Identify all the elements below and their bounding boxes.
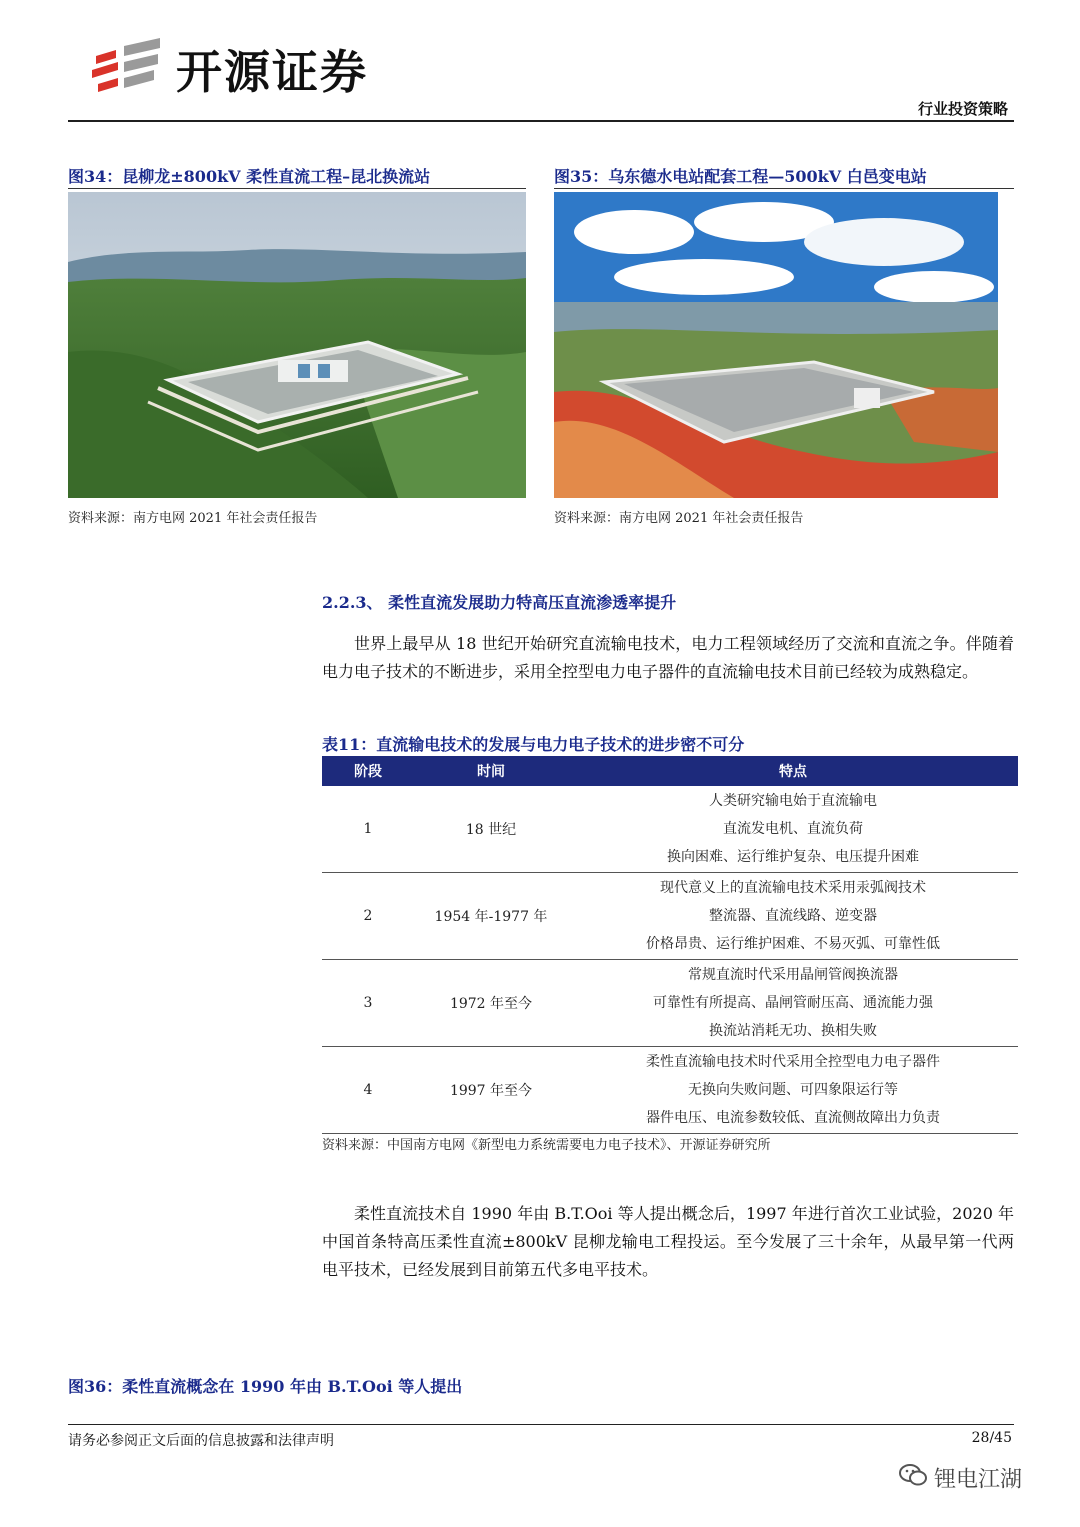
- feature-line: 换流站消耗无功、换相失败: [709, 1023, 877, 1039]
- section-title: 2.2.3、 柔性直流发展助力特高压直流渗透率提升: [322, 593, 677, 612]
- watermark: [898, 1462, 1022, 1494]
- table-row: [322, 786, 1018, 873]
- table-11-source: 资料来源：中国南方电网《新型电力系统需要电力电子技术》、开源证券研究所: [322, 1138, 771, 1153]
- company-name: 开源证券: [176, 45, 368, 99]
- header-time: 时间: [414, 756, 568, 786]
- features-cell: [568, 786, 1018, 873]
- stage-cell: 3: [322, 960, 414, 1047]
- section-paragraph-1: 世界上最早从 18 世纪开始研究直流输电技术，电力工程领域经历了交流和直流之争。伴随着电力电子技术的不断进步，采用全控型电力电子器件的直流输电技术目前已经较为成熟稳定。: [322, 634, 1014, 681]
- watermark-text: 锂电江湖: [934, 1467, 1023, 1493]
- table-row: [322, 960, 1018, 1047]
- features-cell: [568, 1047, 1018, 1134]
- section-paragraph-2: 柔性直流技术自 1990 年由 B.T.Ooi 等人提出概念后，1997 年进行首次工业试验，2020 年中国首条特高压柔性直流±800kV 昆柳龙输电工程投运。至今发展了三十余年，从最早第一代两电平技术，已经发展到目前第五代多电平技术。: [322, 1204, 1014, 1279]
- figure-34-photo: [68, 192, 526, 498]
- time-cell: 1972 年至今: [414, 960, 568, 1047]
- feature-line: 无换向失败问题、可四象限运行等: [688, 1082, 898, 1098]
- footer-divider: [68, 1424, 1014, 1425]
- figure-35-rule: [554, 188, 1014, 189]
- table-row: [322, 873, 1018, 960]
- feature-line: 常规直流时代采用晶闸管阀换流器: [688, 967, 898, 983]
- company-logo-mark: [88, 36, 166, 98]
- footer-disclaimer: 请务必参阅正文后面的信息披露和法律声明: [68, 1433, 334, 1449]
- feature-line: 器件电压、电流参数较低、直流侧故障出力负责: [646, 1110, 940, 1126]
- time-cell: 1954 年-1977 年: [414, 873, 568, 960]
- page-number: 28/45: [971, 1430, 1012, 1446]
- feature-line: 换向困难、运行维护复杂、电压提升困难: [667, 849, 919, 865]
- feature-line: 价格昂贵、运行维护困难、不易灭弧、可靠性低: [646, 936, 940, 952]
- header-stage: 阶段: [322, 756, 414, 786]
- features-cell: [568, 960, 1018, 1047]
- table-row: [322, 1047, 1018, 1134]
- stage-cell: 1: [322, 786, 414, 873]
- header-divider: [68, 120, 1014, 122]
- figure-34-title: 图34：昆柳龙±800kV 柔性直流工程–昆北换流站: [68, 167, 431, 186]
- feature-line: 柔性直流输电技术时代采用全控型电力电子器件: [646, 1054, 940, 1070]
- table-header-row: [322, 756, 1018, 786]
- figure-36-title: 图36：柔性直流概念在 1990 年由 B.T.Ooi 等人提出: [68, 1377, 463, 1396]
- features-cell: [568, 873, 1018, 960]
- figure-35-source: 资料来源：南方电网 2021 年社会责任报告: [554, 511, 804, 526]
- stage-cell: 2: [322, 873, 414, 960]
- feature-line: 现代意义上的直流输电技术采用汞弧阀技术: [660, 880, 926, 896]
- feature-line: 可靠性有所提高、晶闸管耐压高、通流能力强: [653, 995, 933, 1011]
- figure-34-rule: [68, 188, 526, 189]
- wechat-icon: [898, 1462, 928, 1494]
- stage-cell: 4: [322, 1047, 414, 1134]
- figure-35-photo: [554, 192, 998, 498]
- feature-line: 整流器、直流线路、逆变器: [709, 908, 877, 924]
- time-cell: 1997 年至今: [414, 1047, 568, 1134]
- figure-34-source: 资料来源：南方电网 2021 年社会责任报告: [68, 511, 318, 526]
- feature-line: 人类研究输电始于直流输电: [709, 793, 877, 809]
- feature-line: 直流发电机、直流负荷: [723, 821, 863, 837]
- header-features: 特点: [568, 756, 1018, 786]
- time-cell: 18 世纪: [414, 786, 568, 873]
- table-11-title: 表11：直流输电技术的发展与电力电子技术的进步密不可分: [322, 735, 745, 754]
- figure-35-title: 图35：乌东德水电站配套工程—500kV 白邑变电站: [554, 167, 927, 186]
- table-11: [322, 756, 1018, 1134]
- document-type: 行业投资策略: [917, 100, 1008, 118]
